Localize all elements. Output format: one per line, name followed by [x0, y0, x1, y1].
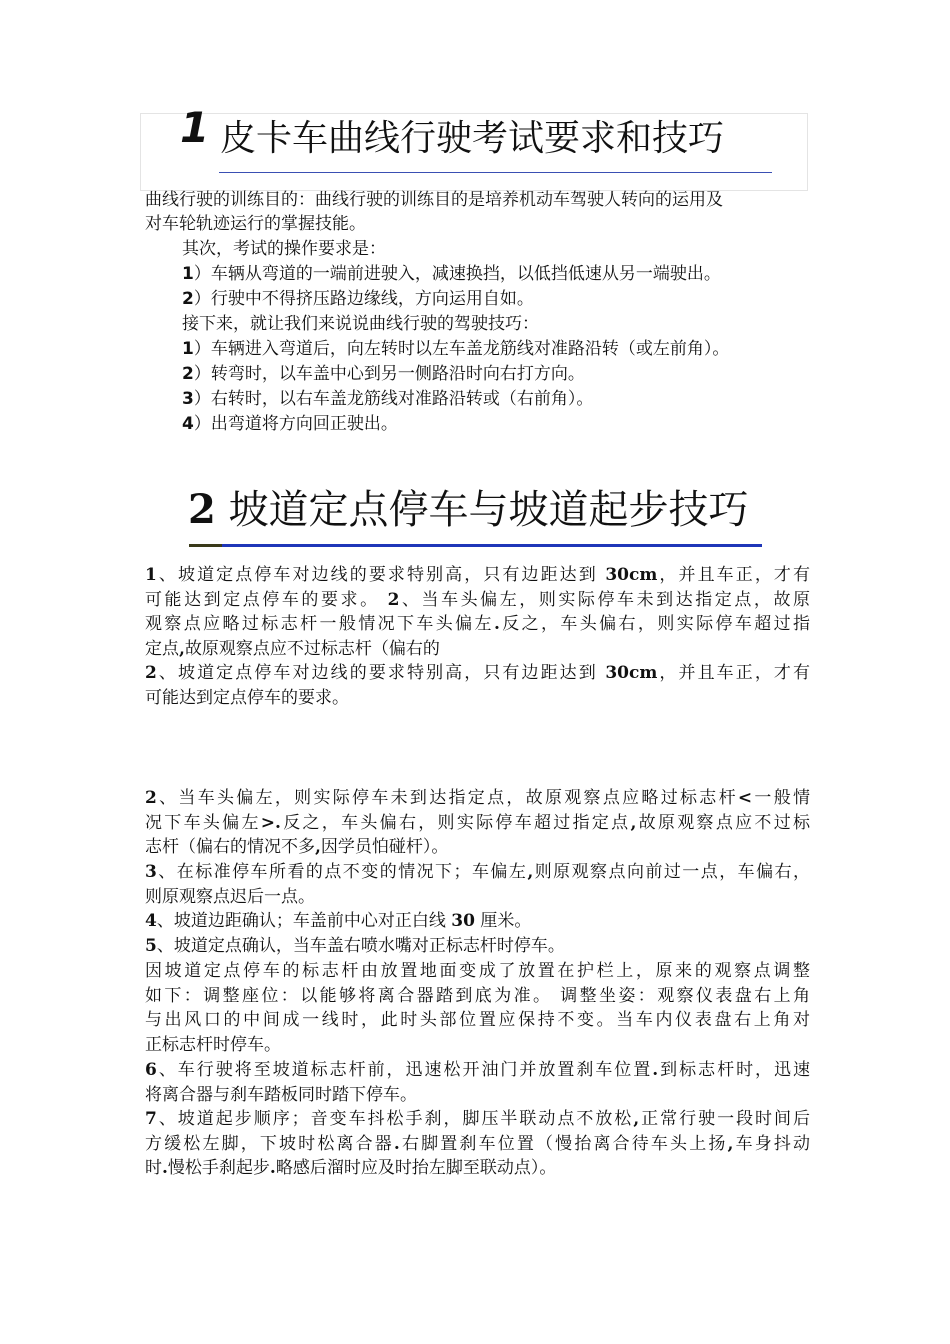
section1-list-item: 1）车辆进入弯道后，向左转时以左车盖龙筋线对准路沿转（或左前角）。: [182, 339, 730, 359]
section1-list-item: 2）行驶中不得挤压路边缘线，方向运用自如。: [182, 289, 534, 309]
section1-list-item: 2）转弯时，以车盖中心到另一侧路沿时向右打方向。: [182, 364, 585, 384]
section2-item-7: 7、坡道起步顺序；音变车抖松手刹，脚压半联动点不放松,正常行驶一段时间后 方缓松左脚，下坡时松离合器.右脚置刹车位置（慢抬离合待车头上扬,车身抖动 时.慢松手刹起步.略感后溜时应及时抬左脚至联动点）。: [145, 1109, 811, 1178]
section1-line: 接下来，就让我们来说说曲线行驶的驾驶技巧：: [182, 314, 539, 334]
section1-list-item: 3）右转时，以右车盖龙筋线对准路沿转或（右前角）。: [182, 389, 594, 409]
section2-number: 2: [188, 486, 216, 533]
section2-paragraph: 1、坡道定点停车对边线的要求特别高，只有边距达到 30cm，并且车正，才有 可能达到定点停车的要求。 2、当车头偏左，则实际停车未到达指定点，故原 观察点应略过标志杆一般情况下车头偏左.反之，车头偏右，则实际停车超过指 定点,故原观察点应不过标志杆（偏右的: [145, 565, 811, 659]
section2-heading: [188, 478, 749, 535]
list-number: 3: [182, 389, 194, 409]
section2-item-1: 2、坡道定点停车对边线的要求特别高，只有边距达到 30cm，并且车正，才有 可能达到定点停车的要求。: [145, 663, 811, 708]
section1-line: 对车轮轨迹运行的掌握技能。: [145, 214, 366, 234]
section2-title-underline: [189, 544, 762, 547]
section1-line: 其次，考试的操作要求是：: [182, 239, 386, 259]
section2-item-2: 2、当车头偏左，则实际停车未到达指定点，故原观察点应略过标志杆<一般情 况下车头偏左>.反之，车头偏右，则实际停车超过指定点,故原观察点应不过标 志杆（偏右的情况不多,因学员怕碰杆）。: [145, 788, 811, 857]
section2-item-4: 4、坡道边距确认；车盖前中心对正白线 30 厘米。: [145, 911, 532, 931]
list-number: 4: [182, 414, 194, 434]
section2-title: 坡道定点停车与坡道起步技巧: [228, 487, 749, 533]
section1-title: 皮卡车曲线行驶考试要求和技巧: [220, 118, 725, 159]
section2-item-5: 5、坡道定点确认，当车盖右喷水嘴对正标志杆时停车。: [145, 936, 565, 956]
section2-item-6: 6、车行驶将至坡道标志杆前，迅速松开油门并放置刹车位置.到标志杆时，迅速 将离合器与刹车踏板同时踏下停车。: [145, 1060, 811, 1105]
section2-item-3: 3、在标准停车所看的点不变的情况下；车偏左,则原观察点向前过一点，车偏右， 则原观察点迟后一点。: [145, 862, 811, 907]
section1-number: 1: [180, 103, 210, 152]
list-number: 1: [182, 339, 194, 359]
list-number: 1: [182, 264, 194, 284]
section1-list-item: 4）出弯道将方向回正驶出。: [182, 414, 398, 434]
section1-title-underline: [219, 172, 772, 173]
list-number: 2: [182, 364, 194, 384]
list-number: 2: [182, 289, 194, 309]
section1-line: 曲线行驶的训练目的：曲线行驶的训练目的是培养机动车驾驶人转向的运用及: [145, 190, 723, 210]
section2-paragraph-adjust: 因坡道定点停车的标志杆由放置地面变成了放置在护栏上，原来的观察点调整 如下：调整座位：以能够将离合器踏到底为准。 调整坐姿：观察仪表盘右上角 与出风口的中间成一线时，此时头部位置应保持不变。当车内仪表盘右上角对 正标志杆时停车。: [145, 961, 810, 1055]
section1-list-item: 1）车辆从弯道的一端前进驶入，减速换挡，以低挡低速从另一端驶出。: [182, 264, 721, 284]
